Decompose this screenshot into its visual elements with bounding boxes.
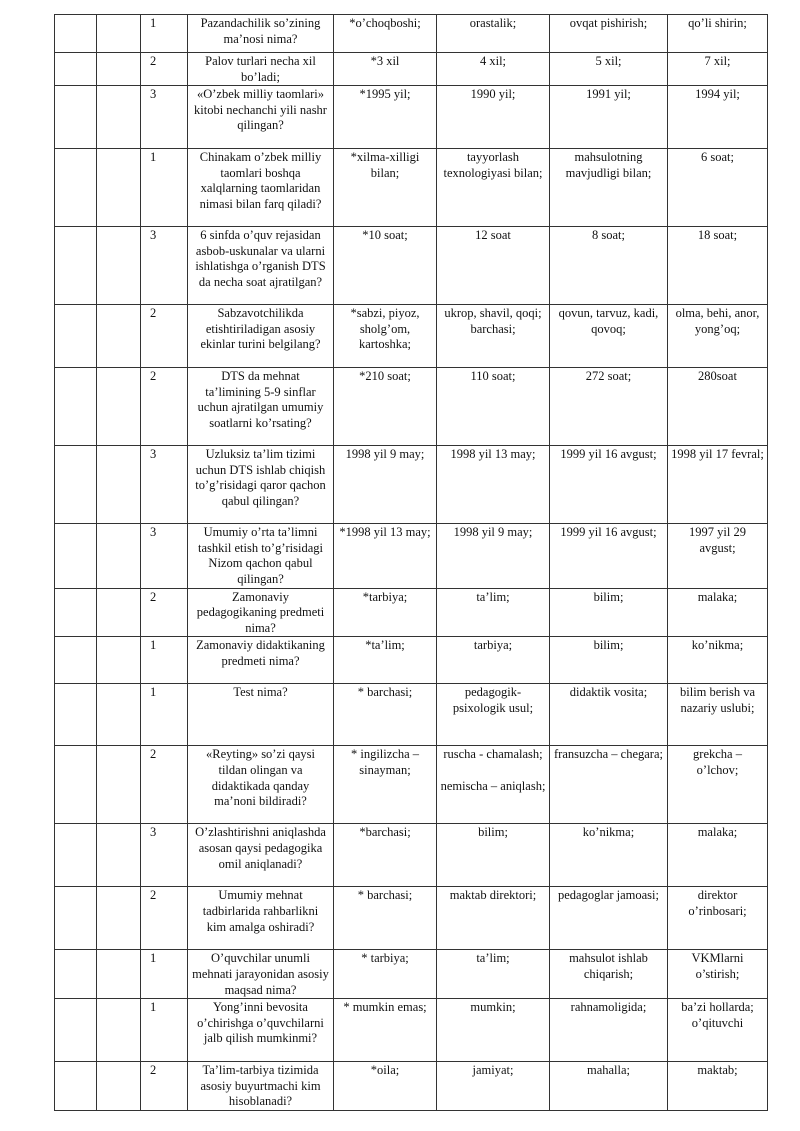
answer-option-cell: 8 soat;	[550, 227, 668, 305]
answer-option-cell: ko’nikma;	[550, 824, 668, 887]
table-row	[55, 887, 768, 950]
difficulty-level-cell: 2	[141, 887, 188, 950]
answer-option-cell: ta’lim;	[437, 588, 550, 637]
answer-option-cell: 6 soat;	[668, 149, 768, 227]
empty-cell	[97, 887, 141, 950]
table-row	[55, 86, 768, 149]
question-cell: Chinakam o’zbek milliy taomlari boshqa xalqlarning taomlaridan nimasi bilan farq qiladi?	[188, 149, 334, 227]
answer-option-cell: ba’zi hollarda; o’qituvchi	[668, 999, 768, 1062]
empty-cell	[55, 368, 97, 446]
empty-cell	[55, 1062, 97, 1111]
answer-option-cell: mumkin;	[437, 999, 550, 1062]
answer-option-cell: ko’nikma;	[668, 637, 768, 684]
table-row	[55, 53, 768, 86]
answer-option-cell: 1990 yil;	[437, 86, 550, 149]
table-row	[55, 684, 768, 746]
question-cell: Ta’lim-tarbiya tizimida asosiy buyurtmachi kim hisoblanadi?	[188, 1062, 334, 1111]
question-cell: Test nima?	[188, 684, 334, 746]
table-row	[55, 1062, 768, 1111]
empty-cell	[97, 446, 141, 524]
empty-cell	[55, 588, 97, 637]
table-row	[55, 637, 768, 684]
difficulty-level-cell: 2	[141, 53, 188, 86]
difficulty-level-cell: 2	[141, 588, 188, 637]
correct-answer-cell: *1995 yil;	[334, 86, 437, 149]
empty-cell	[55, 637, 97, 684]
answer-option-cell: bilim;	[550, 637, 668, 684]
question-cell: Zamonaviy pedagogikaning predmeti nima?	[188, 588, 334, 637]
correct-answer-cell: *barchasi;	[334, 824, 437, 887]
table-row	[55, 149, 768, 227]
answer-option-cell: pedagogik-psixologik usul;	[437, 684, 550, 746]
answer-option-cell: malaka;	[668, 588, 768, 637]
correct-answer-cell: *tarbiya;	[334, 588, 437, 637]
answer-option-cell: rahnamoligida;	[550, 999, 668, 1062]
empty-cell	[55, 684, 97, 746]
question-cell: Zamonaviy didaktikaning predmeti nima?	[188, 637, 334, 684]
table-row	[55, 524, 768, 588]
difficulty-level-cell: 3	[141, 824, 188, 887]
empty-cell	[97, 824, 141, 887]
answer-option-cell: grekcha – o’lchov;	[668, 746, 768, 824]
empty-cell	[97, 637, 141, 684]
correct-answer-cell: * tarbiya;	[334, 950, 437, 999]
correct-answer-cell: *1998 yil 13 may;	[334, 524, 437, 588]
correct-answer-cell: * mumkin emas;	[334, 999, 437, 1062]
table-row	[55, 999, 768, 1062]
empty-cell	[55, 86, 97, 149]
answer-option-cell: bilim berish va nazariy uslubi;	[668, 684, 768, 746]
question-cell: DTS da mehnat ta’limining 5-9 sinflar uchun ajratilgan umumiy soatlarni ko’rsating?	[188, 368, 334, 446]
answer-option-cell: tarbiya;	[437, 637, 550, 684]
empty-cell	[55, 53, 97, 86]
answer-option-cell: mahsulotning mavjudligi bilan;	[550, 149, 668, 227]
difficulty-level-cell: 3	[141, 524, 188, 588]
correct-answer-cell: * barchasi;	[334, 684, 437, 746]
empty-cell	[97, 950, 141, 999]
question-cell: Sabzavotchilikda etishtiriladigan asosiy ekinlar turini belgilang?	[188, 305, 334, 368]
answer-option-cell: 5 xil;	[550, 53, 668, 86]
empty-cell	[55, 887, 97, 950]
difficulty-level-cell: 1	[141, 637, 188, 684]
answer-option-cell: 4 xil;	[437, 53, 550, 86]
table-row	[55, 950, 768, 999]
answer-option-cell: direktor o’rinbosari;	[668, 887, 768, 950]
answer-option-cell: 1998 yil 9 may;	[437, 524, 550, 588]
difficulty-level-cell: 2	[141, 1062, 188, 1111]
table-row	[55, 227, 768, 305]
answer-option-cell: 280soat	[668, 368, 768, 446]
answer-option-cell: 1997 yil 29 avgust;	[668, 524, 768, 588]
question-cell: Yong’inni bevosita o’chirishga o’quvchilarni jalb qilish mumkinmi?	[188, 999, 334, 1062]
empty-cell	[55, 149, 97, 227]
question-cell: «O’zbek milliy taomlari» kitobi nechanchi yili nashr qilingan?	[188, 86, 334, 149]
table-row	[55, 15, 768, 53]
question-cell: Umumiy o’rta ta’limni tashkil etish to’g’risidagi Nizom qachon qabul qilingan?	[188, 524, 334, 588]
table-row	[55, 305, 768, 368]
correct-answer-cell: *210 soat;	[334, 368, 437, 446]
empty-cell	[97, 53, 141, 86]
answer-option-cell: 12 soat	[437, 227, 550, 305]
test-questions-table	[54, 14, 768, 1111]
answer-option-cell: ovqat pishirish;	[550, 15, 668, 53]
question-cell: Umumiy mehnat tadbirlarida rahbarlikni kim amalga oshiradi?	[188, 887, 334, 950]
empty-cell	[55, 15, 97, 53]
answer-option-cell: mahsulot ishlab chiqarish;	[550, 950, 668, 999]
answer-option-cell: bilim;	[550, 588, 668, 637]
answer-option-cell: 1999 yil 16 avgust;	[550, 446, 668, 524]
answer-option-cell: 1998 yil 13 may;	[437, 446, 550, 524]
question-cell: Palov turlari necha xil bo’ladi;	[188, 53, 334, 86]
answer-option-cell: orastalik;	[437, 15, 550, 53]
empty-cell	[55, 999, 97, 1062]
answer-option-cell: jamiyat;	[437, 1062, 550, 1111]
table-row	[55, 746, 768, 824]
correct-answer-cell: *o’choqboshi;	[334, 15, 437, 53]
answer-option-cell: 1994 yil;	[668, 86, 768, 149]
answer-option-cell: pedagoglar jamoasi;	[550, 887, 668, 950]
answer-option-cell: malaka;	[668, 824, 768, 887]
empty-cell	[97, 149, 141, 227]
difficulty-level-cell: 1	[141, 950, 188, 999]
answer-option-cell: 110 soat;	[437, 368, 550, 446]
difficulty-level-cell: 1	[141, 15, 188, 53]
empty-cell	[55, 950, 97, 999]
empty-cell	[55, 524, 97, 588]
answer-option-cell: 18 soat;	[668, 227, 768, 305]
empty-cell	[97, 15, 141, 53]
question-cell: Uzluksiz ta’lim tizimi uchun DTS ishlab chiqish to’g’risidagi qaror qachon qabul qilingan?	[188, 446, 334, 524]
difficulty-level-cell: 1	[141, 149, 188, 227]
empty-cell	[97, 746, 141, 824]
difficulty-level-cell: 2	[141, 368, 188, 446]
empty-cell	[55, 305, 97, 368]
question-cell: O’zlashtirishni aniqlashda asosan qaysi pedagogika omil aniqlanadi?	[188, 824, 334, 887]
table-row	[55, 446, 768, 524]
answer-option-cell: mahalla;	[550, 1062, 668, 1111]
correct-answer-cell: *3 xil	[334, 53, 437, 86]
empty-cell	[97, 305, 141, 368]
answer-option-cell: maktab direktori;	[437, 887, 550, 950]
correct-answer-cell: *oila;	[334, 1062, 437, 1111]
difficulty-level-cell: 2	[141, 305, 188, 368]
answer-option-cell: bilim;	[437, 824, 550, 887]
question-cell: 6 sinfda o’quv rejasidan asbob-uskunalar va ularni ishlatishga o’rganish DTS da necha soat ajratilgan?	[188, 227, 334, 305]
correct-answer-cell: *10 soat;	[334, 227, 437, 305]
difficulty-level-cell: 1	[141, 684, 188, 746]
empty-cell	[55, 824, 97, 887]
answer-option-cell: olma, behi, anor, yong’oq;	[668, 305, 768, 368]
empty-cell	[97, 588, 141, 637]
question-cell: Pazandachilik so’zining ma’nosi nima?	[188, 15, 334, 53]
answer-option-cell: 1999 yil 16 avgust;	[550, 524, 668, 588]
empty-cell	[97, 227, 141, 305]
answer-option-cell: didaktik vosita;	[550, 684, 668, 746]
table-row	[55, 368, 768, 446]
answer-option-cell: qo’li shirin;	[668, 15, 768, 53]
answer-option-cell: ukrop, shavil, qoqi; barchasi;	[437, 305, 550, 368]
empty-cell	[97, 999, 141, 1062]
difficulty-level-cell: 3	[141, 446, 188, 524]
answer-option-cell: VKMlarni o’stirish;	[668, 950, 768, 999]
table-row	[55, 824, 768, 887]
correct-answer-cell: * barchasi;	[334, 887, 437, 950]
difficulty-level-cell: 3	[141, 227, 188, 305]
answer-option-cell: fransuzcha – chegara;	[550, 746, 668, 824]
empty-cell	[97, 524, 141, 588]
empty-cell	[97, 368, 141, 446]
correct-answer-cell: *sabzi, piyoz, sholg’om, kartoshka;	[334, 305, 437, 368]
difficulty-level-cell: 3	[141, 86, 188, 149]
empty-cell	[97, 1062, 141, 1111]
question-cell: O’quvchilar unumli mehnati jarayonidan asosiy maqsad nima?	[188, 950, 334, 999]
answer-option-cell: 1991 yil;	[550, 86, 668, 149]
empty-cell	[97, 86, 141, 149]
answer-option-cell: maktab;	[668, 1062, 768, 1111]
correct-answer-cell: 1998 yil 9 may;	[334, 446, 437, 524]
empty-cell	[55, 746, 97, 824]
answer-option-cell: 272 soat;	[550, 368, 668, 446]
answer-option-cell: 1998 yil 17 fevral;	[668, 446, 768, 524]
correct-answer-cell: *xilma-xilligi bilan;	[334, 149, 437, 227]
correct-answer-cell: * ingilizcha – sinayman;	[334, 746, 437, 824]
question-cell: «Reyting» so’zi qaysi tildan olingan va didaktikada qanday ma’noni bildiradi?	[188, 746, 334, 824]
answer-option-cell: ta’lim;	[437, 950, 550, 999]
difficulty-level-cell: 2	[141, 746, 188, 824]
answer-option-cell: tayyorlash texnologiyasi bilan;	[437, 149, 550, 227]
table-row	[55, 588, 768, 637]
correct-answer-cell: *ta’lim;	[334, 637, 437, 684]
answer-option-cell: ruscha - chamalash; nemischa – aniqlash;	[437, 746, 550, 824]
empty-cell	[55, 446, 97, 524]
difficulty-level-cell: 1	[141, 999, 188, 1062]
empty-cell	[97, 684, 141, 746]
answer-option-cell: 7 xil;	[668, 53, 768, 86]
answer-option-cell: qovun, tarvuz, kadi, qovoq;	[550, 305, 668, 368]
empty-cell	[55, 227, 97, 305]
